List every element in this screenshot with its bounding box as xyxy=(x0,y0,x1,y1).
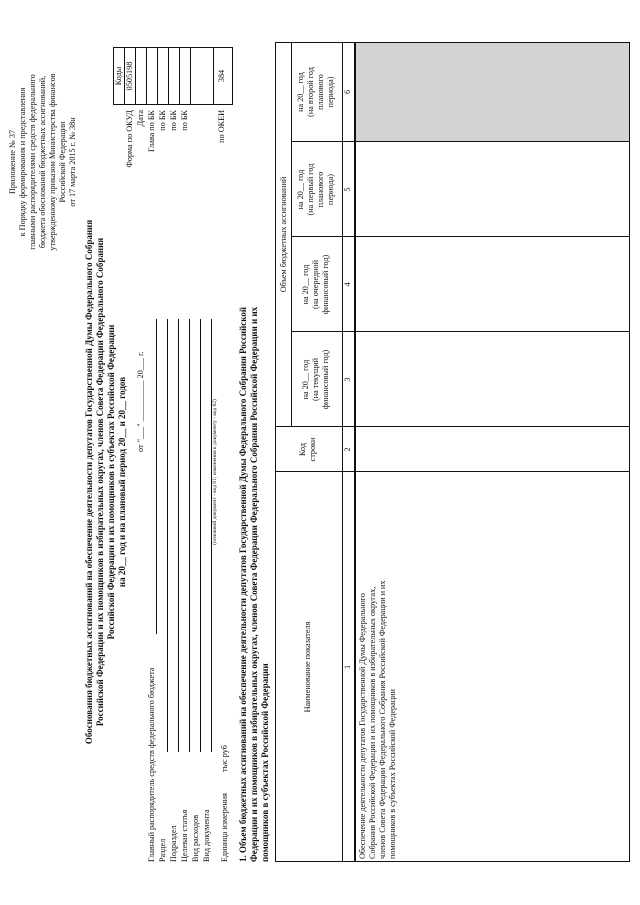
col-number: 3 xyxy=(343,377,352,382)
col-header-current-year xyxy=(301,332,331,427)
field-main-manager-label: Главный распорядитель средств федерального бюджета xyxy=(147,667,156,862)
col-header-line: (на текущий xyxy=(311,357,320,402)
group-header-volume: Объем бюджетных ассигнований xyxy=(279,176,288,293)
col-header-line: планового xyxy=(316,74,325,110)
title-line: на 20__ год и на плановый период 20__ и 20__ годов xyxy=(117,376,127,588)
okei-label: по ОКЕИ xyxy=(217,110,226,143)
date-line: от "___" __________ 20___ г. xyxy=(136,351,145,452)
col-header-name: Наименование показателя xyxy=(303,621,312,713)
col-header-plan-year-1 xyxy=(296,142,336,237)
unit-code-value: 384 xyxy=(217,69,226,83)
field-section-line[interactable] xyxy=(167,319,168,752)
col-header-line: периода) xyxy=(326,174,335,205)
col-number: 4 xyxy=(343,282,352,287)
row-text-line: помощников в субъектах Российской Федерации xyxy=(388,689,397,859)
date-label: Дата xyxy=(136,110,145,127)
section1-title-line: 1. Объем бюджетных ассигнований на обеспечение деятельности депутатов Государственной Думы Федерального Собрания Российской xyxy=(238,306,248,862)
field-expense-type-line[interactable] xyxy=(200,319,201,752)
annex-line: к Порядку формирования и представления xyxy=(18,87,27,237)
unit-value: тыс руб xyxy=(220,745,229,772)
form-code-value: 0505198 xyxy=(125,61,134,91)
col-header-code-line: строки xyxy=(308,437,317,462)
okud-label: Форма по ОКУД xyxy=(125,110,134,168)
title-line: Российской Федерации и их помощников в субъектах Российской Федерации xyxy=(106,324,116,640)
col-header-line: на 20__ год xyxy=(301,264,310,305)
col-header-line: на 20__ год xyxy=(296,72,305,112)
col-header-code xyxy=(298,427,318,472)
annex-line: Российской Федерации xyxy=(58,121,67,203)
bk-head-label: Глава по БК xyxy=(147,110,156,152)
row-text-line: членов Совета Федерации Федерального Собрания Российской Федерации и их xyxy=(378,580,387,859)
col-header-next-year xyxy=(301,237,331,332)
col-header-line: периода) xyxy=(326,76,335,108)
annex-block xyxy=(8,42,78,282)
col-header-line: на 20__ год xyxy=(296,169,305,210)
annex-line: бюджета обоснований бюджетных ассигнований, xyxy=(38,75,47,249)
row-text-line: Обеспечение деятельности депутатов Государственной Думы Федерального xyxy=(358,593,367,859)
col-header-line: финансовый год) xyxy=(321,254,330,315)
field-subsection-label: Подраздел xyxy=(169,825,178,862)
rotated-form-page xyxy=(0,32,640,872)
field-doc-type-label: Вид документа xyxy=(202,809,211,862)
document-title xyxy=(84,172,128,792)
annex-line: от 17 марта 2015 г. № 38н xyxy=(68,117,77,207)
col-header-line: (на второй год xyxy=(306,67,315,117)
col-header-line: на 20__ год xyxy=(301,359,310,400)
col-number: 2 xyxy=(343,447,352,452)
col-header-line: (на очередной xyxy=(311,259,320,310)
field-target-article-line[interactable] xyxy=(189,319,190,752)
field-subsection-line[interactable] xyxy=(178,319,179,752)
bk-label: по БК xyxy=(169,110,178,131)
annex-line: утвержденному приказом Министерства финансов xyxy=(48,73,57,251)
col-header-plan-year-2 xyxy=(296,42,336,142)
section1-title xyxy=(238,42,271,862)
col-header-code-line: Код xyxy=(298,442,307,457)
col-number: 6 xyxy=(343,89,352,95)
field-main-manager-line[interactable] xyxy=(156,319,157,634)
field-expense-type-label: Вид расходов xyxy=(191,814,200,862)
title-line: Российской Федерации и их помощников в избирательных округах, членов Совета Федерации Федерального Собрания xyxy=(95,237,105,727)
col-header-line: (на первый год xyxy=(306,163,315,216)
shaded-cell xyxy=(356,43,629,141)
doc-type-note: (основной документ - код 01; изменения к документу - код 02) xyxy=(212,399,218,545)
bk-label: по БК xyxy=(158,110,167,131)
bk-label: по БК xyxy=(180,110,189,131)
col-header-line: планового xyxy=(316,171,325,208)
annex-line: Приложение № 37 xyxy=(8,129,17,195)
title-line: Обоснования бюджетных ассигнований на обеспечение деятельности депутатов Государственной Думы Федерального Собрания xyxy=(84,219,94,745)
section1-title-line: Федерации и их помощников в избирательных округах, членов Совета Федерации Федерального Собрания Российской Федерации и их xyxy=(249,306,259,862)
col-header-line: финансовый год) xyxy=(321,349,330,410)
field-target-article-label: Целевая статья xyxy=(180,809,189,862)
annex-line: главными распорядителями средств федерального xyxy=(28,74,37,250)
unit-label: Единица измерения xyxy=(220,793,229,862)
col-number: 5 xyxy=(343,187,352,192)
col-number: 1 xyxy=(343,664,352,670)
table-row xyxy=(358,474,398,859)
codes-header: Коды xyxy=(114,66,123,86)
field-section-label: Раздел xyxy=(158,838,167,862)
section1-title-line: помощников в субъектах Российской Федерации xyxy=(260,663,270,862)
row-text-line: Собрания Российской Федерации и их помощников в избирательных округах, xyxy=(368,586,377,859)
